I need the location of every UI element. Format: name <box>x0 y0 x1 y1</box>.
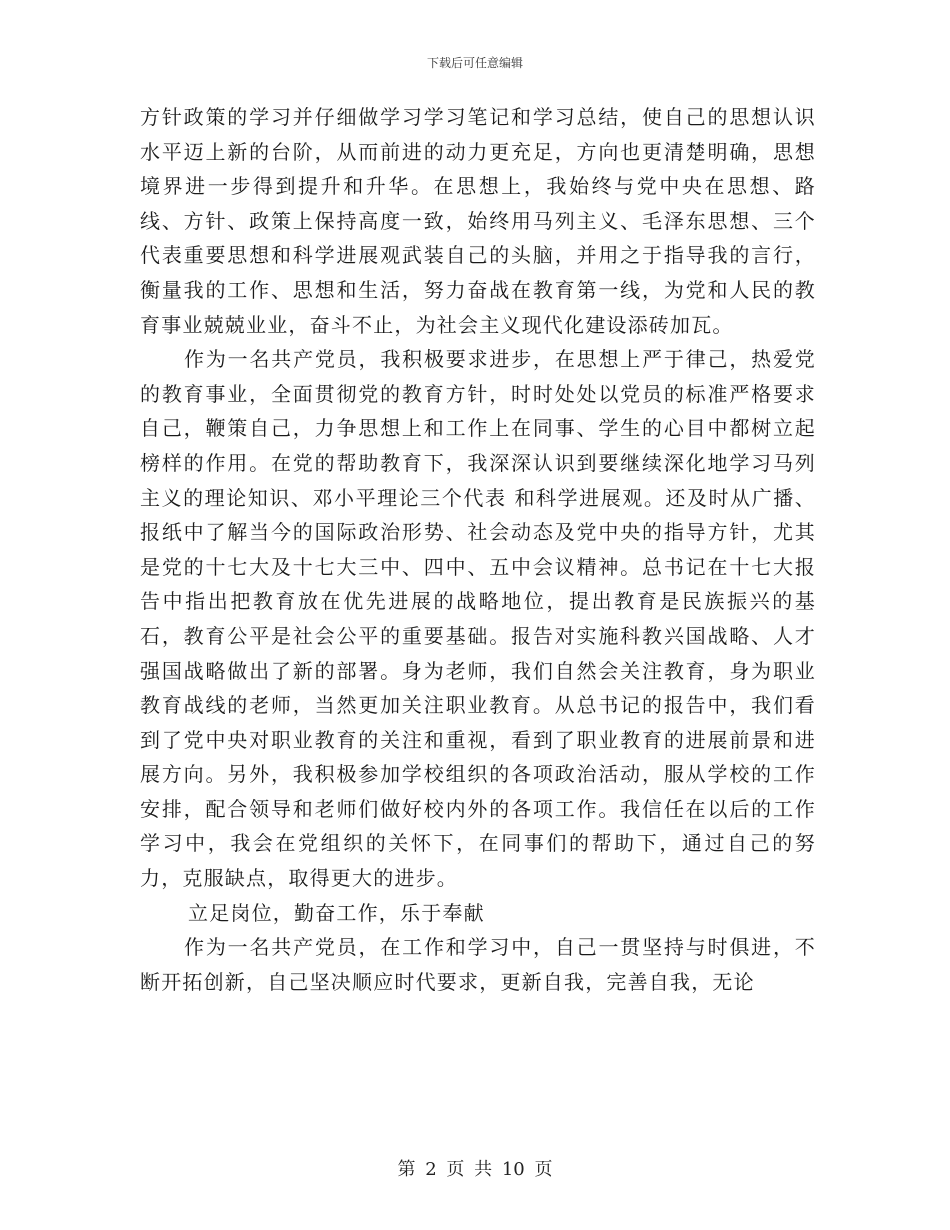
document-body <box>140 100 816 999</box>
page-number: 第 2 页 共 10 页 <box>397 1159 553 1180</box>
section-heading: 立足岗位，勤奋工作，乐于奉献 <box>188 900 485 925</box>
paragraph-2: 作为一名共产党员，我积极要求进步，在思想上严于律己，热爱党的教育事业，全面贯彻党的教育方针，时时处处以党员的标准严格要求自己，鞭策自己，力争思想上和工作上在同事、学生的心目中都树立起榜样的作用。在党的帮助教育下，我深深认识到要继续深化地学习马列主义的理论知识、邓小平理论三个代表 和科学进展观。还及时从广播、报纸中了解当今的国际政治形势、社会动态及党中央的指导方针，尤其是党的十七大及十七大三中、四中、五中会议精神。总书记在十七大报告中指出把教育放在优先进展的战略地位，提出教育是民族振兴的基石，教育公平是社会公平的重要基础。报告对实施科教兴国战略、人才强国战略做出了新的部署。身为老师，我们自然会关注教育，身为职业教育战线的老师，当然更加关注职业教育。从总书记的报告中，我们看到了党中央对职业教育的关注和重视，看到了职业教育的进展前景和进展方向。另外，我积极参加学校组织的各项政治活动，服从学校的工作安排，配合领导和老师们做好校内外的各项工作。我信任在以后的工作学习中，我会在党组织的关怀下，在同事们的帮助下，通过自己的努力，克服缺点，取得更大的进步。 <box>140 347 816 891</box>
header-note: 下载后可任意编辑 <box>426 56 523 70</box>
paragraph-3: 作为一名共产党员，在工作和学习中，自己一贯坚持与时俱进，不断开拓创新，自己坚决顺应时代要求，更新自我，完善自我，无论 <box>140 935 816 994</box>
paragraph-1: 方针政策的学习并仔细做学习学习笔记和学习总结，使自己的思想认识水平迈上新的台阶，从而前进的动力更充足，方向也更清楚明确，思想境界进一步得到提升和升华。在思想上，我始终与党中央在思想、路线、方针、政策上保持高度一致，始终用马列主义、毛泽东思想、三个代表重要思想和科学进展观武装自己的头脑，并用之于指导我的言行，衡量我的工作、思想和生活，努力奋战在教育第一线，为党和人民的教育事业兢兢业业，奋斗不止，为社会主义现代化建设添砖加瓦。 <box>140 105 816 337</box>
